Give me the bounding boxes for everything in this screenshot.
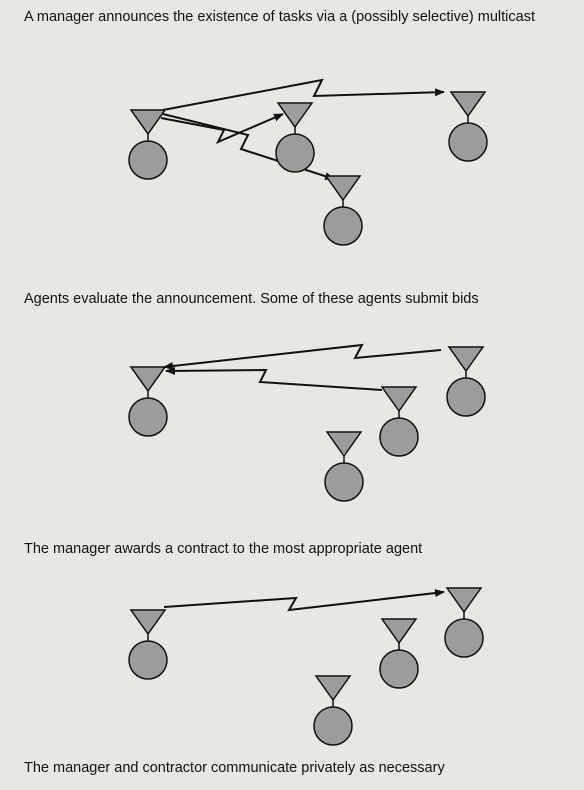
antenna-triangle-icon: [316, 676, 350, 700]
antenna-triangle-icon: [382, 619, 416, 643]
agent-middle: [325, 432, 363, 501]
manager-agent: [129, 367, 167, 436]
antenna-triangle-icon: [131, 110, 165, 134]
agent-body-circle: [445, 619, 483, 657]
agent-mid-right: [380, 619, 418, 688]
bid-arrow-1: [164, 345, 441, 367]
antenna-triangle-icon: [447, 588, 481, 612]
agent-lower: [276, 103, 314, 172]
antenna-triangle-icon: [382, 387, 416, 411]
agent-body-circle: [314, 707, 352, 745]
award-arrow: [164, 592, 444, 610]
antenna-triangle-icon: [131, 367, 165, 391]
caption-communicate: The manager and contractor communicate privately as necessary: [24, 760, 445, 776]
antenna-triangle-icon: [327, 432, 361, 456]
agent-body-circle: [447, 378, 485, 416]
agent-body-circle: [324, 207, 362, 245]
agent-right: [447, 347, 485, 416]
agent-body-circle: [380, 650, 418, 688]
caption-bids: Agents evaluate the announcement. Some of these agents submit bids: [24, 291, 479, 307]
antenna-triangle-icon: [131, 610, 165, 634]
agent-middle: [324, 176, 362, 245]
manager-agent: [129, 110, 167, 179]
agent-right: [445, 588, 483, 657]
agent-body-circle: [380, 418, 418, 456]
agent-right: [449, 92, 487, 161]
agent-body-circle: [129, 641, 167, 679]
bid-arrow-2: [166, 370, 382, 390]
caption-announce: A manager announces the existence of tasks via a (possibly selective) multicast: [24, 9, 535, 25]
antenna-triangle-icon: [449, 347, 483, 371]
antenna-triangle-icon: [451, 92, 485, 116]
contractor-agent: [314, 676, 352, 745]
agent-body-circle: [276, 134, 314, 172]
antenna-triangle-icon: [326, 176, 360, 200]
caption-award: The manager awards a contract to the most appropriate agent: [24, 541, 423, 557]
agent-body-circle: [449, 123, 487, 161]
agent-body-circle: [129, 398, 167, 436]
agent-body-circle: [325, 463, 363, 501]
agent-mid-right: [380, 387, 418, 456]
agent-body-circle: [129, 141, 167, 179]
manager-agent: [129, 610, 167, 679]
